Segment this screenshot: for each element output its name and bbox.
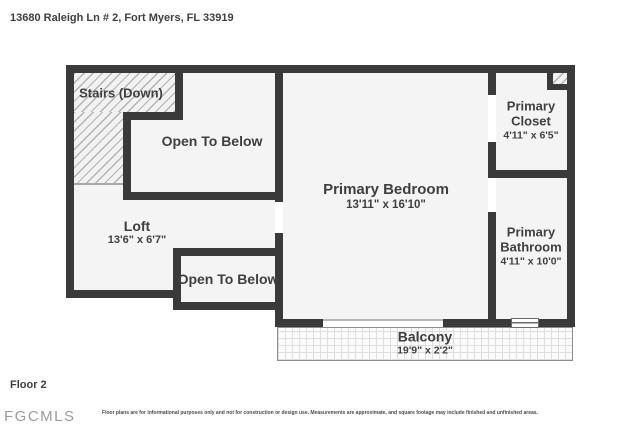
open-to-below-top-label — [162, 133, 263, 149]
room-name: Loft — [123, 218, 151, 235]
primary-bathroom-label — [486, 226, 576, 269]
balcony-slider-track — [323, 319, 443, 321]
mls-watermark: FGCMLS — [4, 408, 76, 425]
wall-stairs-lower-vert — [123, 112, 131, 200]
primary-bedroom-label — [323, 181, 449, 213]
room-dimensions: 13'11" x 16'10" — [346, 199, 426, 212]
room-name: Primary Bathroom — [500, 224, 562, 255]
disclaimer-text: Floor plans are for informational purposes only and not for construction or design use. Measurements are approximate, and square footage may include finished and unfinished areas. — [102, 410, 538, 416]
wall-bedroom-left-upper — [275, 65, 283, 202]
room-dimensions: 4'11" x 6'5" — [503, 129, 559, 142]
wall-closet-left-upper — [488, 65, 496, 95]
room-name: Open To Below — [177, 270, 279, 287]
wall-top — [66, 65, 575, 73]
wall-bedroom-bottom-seg2 — [443, 319, 512, 327]
stairs-edge-line — [74, 183, 123, 185]
wall-bottom-left — [66, 290, 177, 298]
stairs-label — [79, 87, 163, 102]
wall-open-to-below-top-bottom — [123, 192, 283, 200]
floor-label: Floor 2 — [10, 379, 47, 391]
primary-closet-label — [486, 100, 576, 143]
room-name: Balcony — [397, 328, 453, 345]
wall-bedroom-bottom-seg1 — [275, 319, 323, 327]
wall-bathroom-bottom-seg — [538, 319, 575, 327]
wall-closet-bathroom-divider — [488, 170, 567, 178]
wall-otb-box-bottom — [173, 302, 283, 310]
room-name: Primary Bedroom — [323, 181, 449, 199]
address-title: 13680 Raleigh Ln # 2, Fort Myers, FL 33919 — [10, 12, 234, 24]
room-dimensions: 4'11" x 10'0" — [500, 255, 562, 268]
stairs-hatch-lower — [74, 112, 123, 184]
room-name: Primary Closet — [506, 98, 556, 129]
room-name: Stairs (Down) — [79, 85, 163, 101]
wall-left — [66, 65, 74, 298]
balcony-label — [397, 328, 453, 357]
room-name: Open To Below — [161, 132, 263, 149]
wall-otb-box-top — [173, 248, 283, 256]
room-dimensions: 13'6" x 6'7" — [107, 234, 167, 247]
room-dimensions: 19'9" x 2'2" — [397, 344, 453, 357]
closet-chase-hatch — [553, 73, 567, 84]
wall-stairs-step-horiz — [123, 112, 183, 120]
wall-chase-bottom — [547, 84, 575, 90]
loft-label — [108, 218, 166, 248]
window-icon — [511, 318, 539, 328]
open-to-below-bottom-label — [178, 271, 279, 287]
